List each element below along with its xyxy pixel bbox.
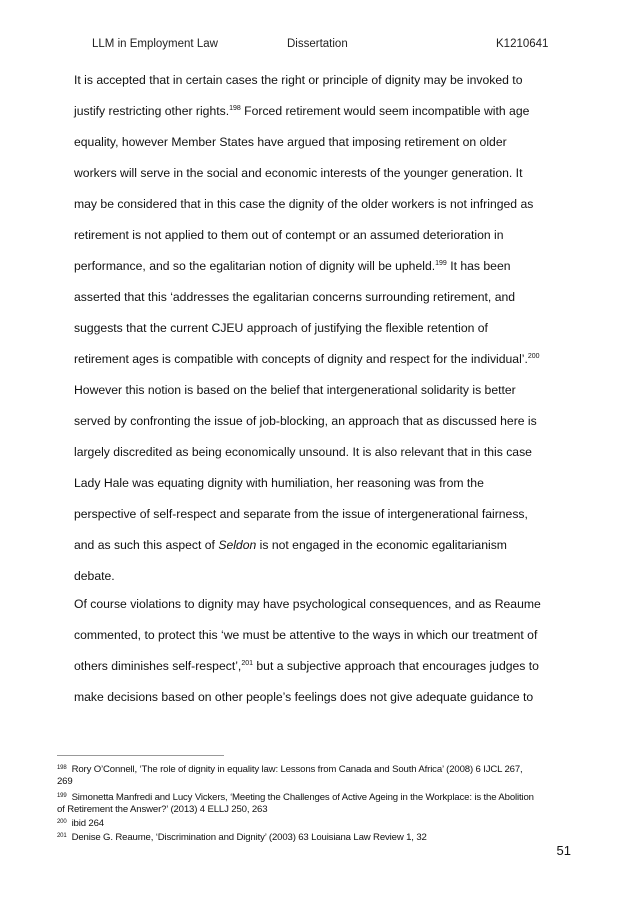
footnote-ref[interactable]: 198	[229, 105, 241, 112]
footnote-199: $^{199}$ Simonetta Manfredi and Lucy Vickers, ‘Meeting the Challenges of Active Ageing in the Workplace: is the Abolition	[57, 792, 534, 803]
header-title: Dissertation	[287, 38, 348, 50]
text-line: performance, and so the egalitarian notion of dignity will be upheld.$^{199}$ It has been	[74, 259, 511, 273]
text-line: served by confronting the issue of job-blocking, an approach that as discussed here is	[74, 414, 537, 428]
text-line: largely discredited as being economically unsound. It is also relevant that in this case	[74, 445, 532, 459]
footnote-200: $^{200}$ ibid 264	[57, 818, 104, 829]
text-line: workers will serve in the social and economic interests of the younger generation. It	[74, 166, 523, 180]
text-line: suggests that the current CJEU approach of justifying the flexible retention of	[74, 321, 488, 335]
footnote-ref[interactable]: 199	[435, 260, 447, 267]
text-line: others diminishes self-respect’,$^{201}$ but a subjective approach that encourages judges to	[74, 659, 539, 673]
text-line: justify restricting other rights.$^{198}$ Forced retirement would seem incompatible with age	[74, 104, 530, 118]
footnote-198-cont: 269	[57, 776, 73, 787]
footnote-separator	[57, 755, 224, 756]
text-line: asserted that this ‘addresses the egalitarian concerns surrounding retirement, and	[74, 290, 516, 304]
text-line: and as such this aspect of Seldon is not engaged in the economic egalitarianism	[74, 538, 507, 552]
text-line: make decisions based on other people’s feelings does not give adequate guidance to	[74, 690, 534, 704]
header-student-id: K1210641	[496, 38, 549, 50]
text-line: Lady Hale was equating dignity with humiliation, her reasoning was from the	[74, 476, 484, 490]
header-course: LLM in Employment Law	[92, 38, 218, 50]
footnote-199-cont: of Retirement the Answer?’ (2013) 4 ELLJ 250, 263	[57, 804, 268, 815]
text-line: may be considered that in this case the dignity of the older workers is not infringed as	[74, 197, 534, 211]
text-line: retirement is not applied to them out of contempt or an assumed deterioration in	[74, 228, 504, 242]
footnote-ref[interactable]: 200	[527, 353, 540, 360]
footnote-ref[interactable]: 201	[241, 660, 253, 667]
text-line: However this notion is based on the belief that intergenerational solidarity is better	[74, 383, 516, 397]
text-line: retirement ages is compatible with concepts of dignity and respect for the individual’.$^{200}$	[74, 352, 540, 366]
text-line: equality, however Member States have argued that imposing retirement on older	[74, 135, 507, 149]
page-number: 51	[556, 843, 571, 858]
text-line: Of course violations to dignity may have psychological consequences, and as Reaume	[74, 597, 541, 611]
case-name: Seldon	[218, 538, 257, 552]
text-line: commented, to protect this ‘we must be attentive to the ways in which our treatment of	[74, 628, 538, 642]
text-line: It is accepted that in certain cases the right or principle of dignity may be invoked to	[74, 73, 523, 87]
footnote-198: $^{198}$ Rory O’Connell, ‘The role of dignity in equality law: Lessons from Canada and South Africa’ (2008) 6 IJCL 267,	[57, 764, 523, 775]
text-line: debate.	[74, 569, 115, 583]
footnote-201: $^{201}$ Denise G. Reaume, ‘Discrimination and Dignity’ (2003) 63 Louisiana Law Review 1, 32	[57, 832, 427, 843]
page-header	[0, 38, 638, 54]
text-line: perspective of self-respect and separate from the issue of intergenerational fairness,	[74, 507, 528, 521]
